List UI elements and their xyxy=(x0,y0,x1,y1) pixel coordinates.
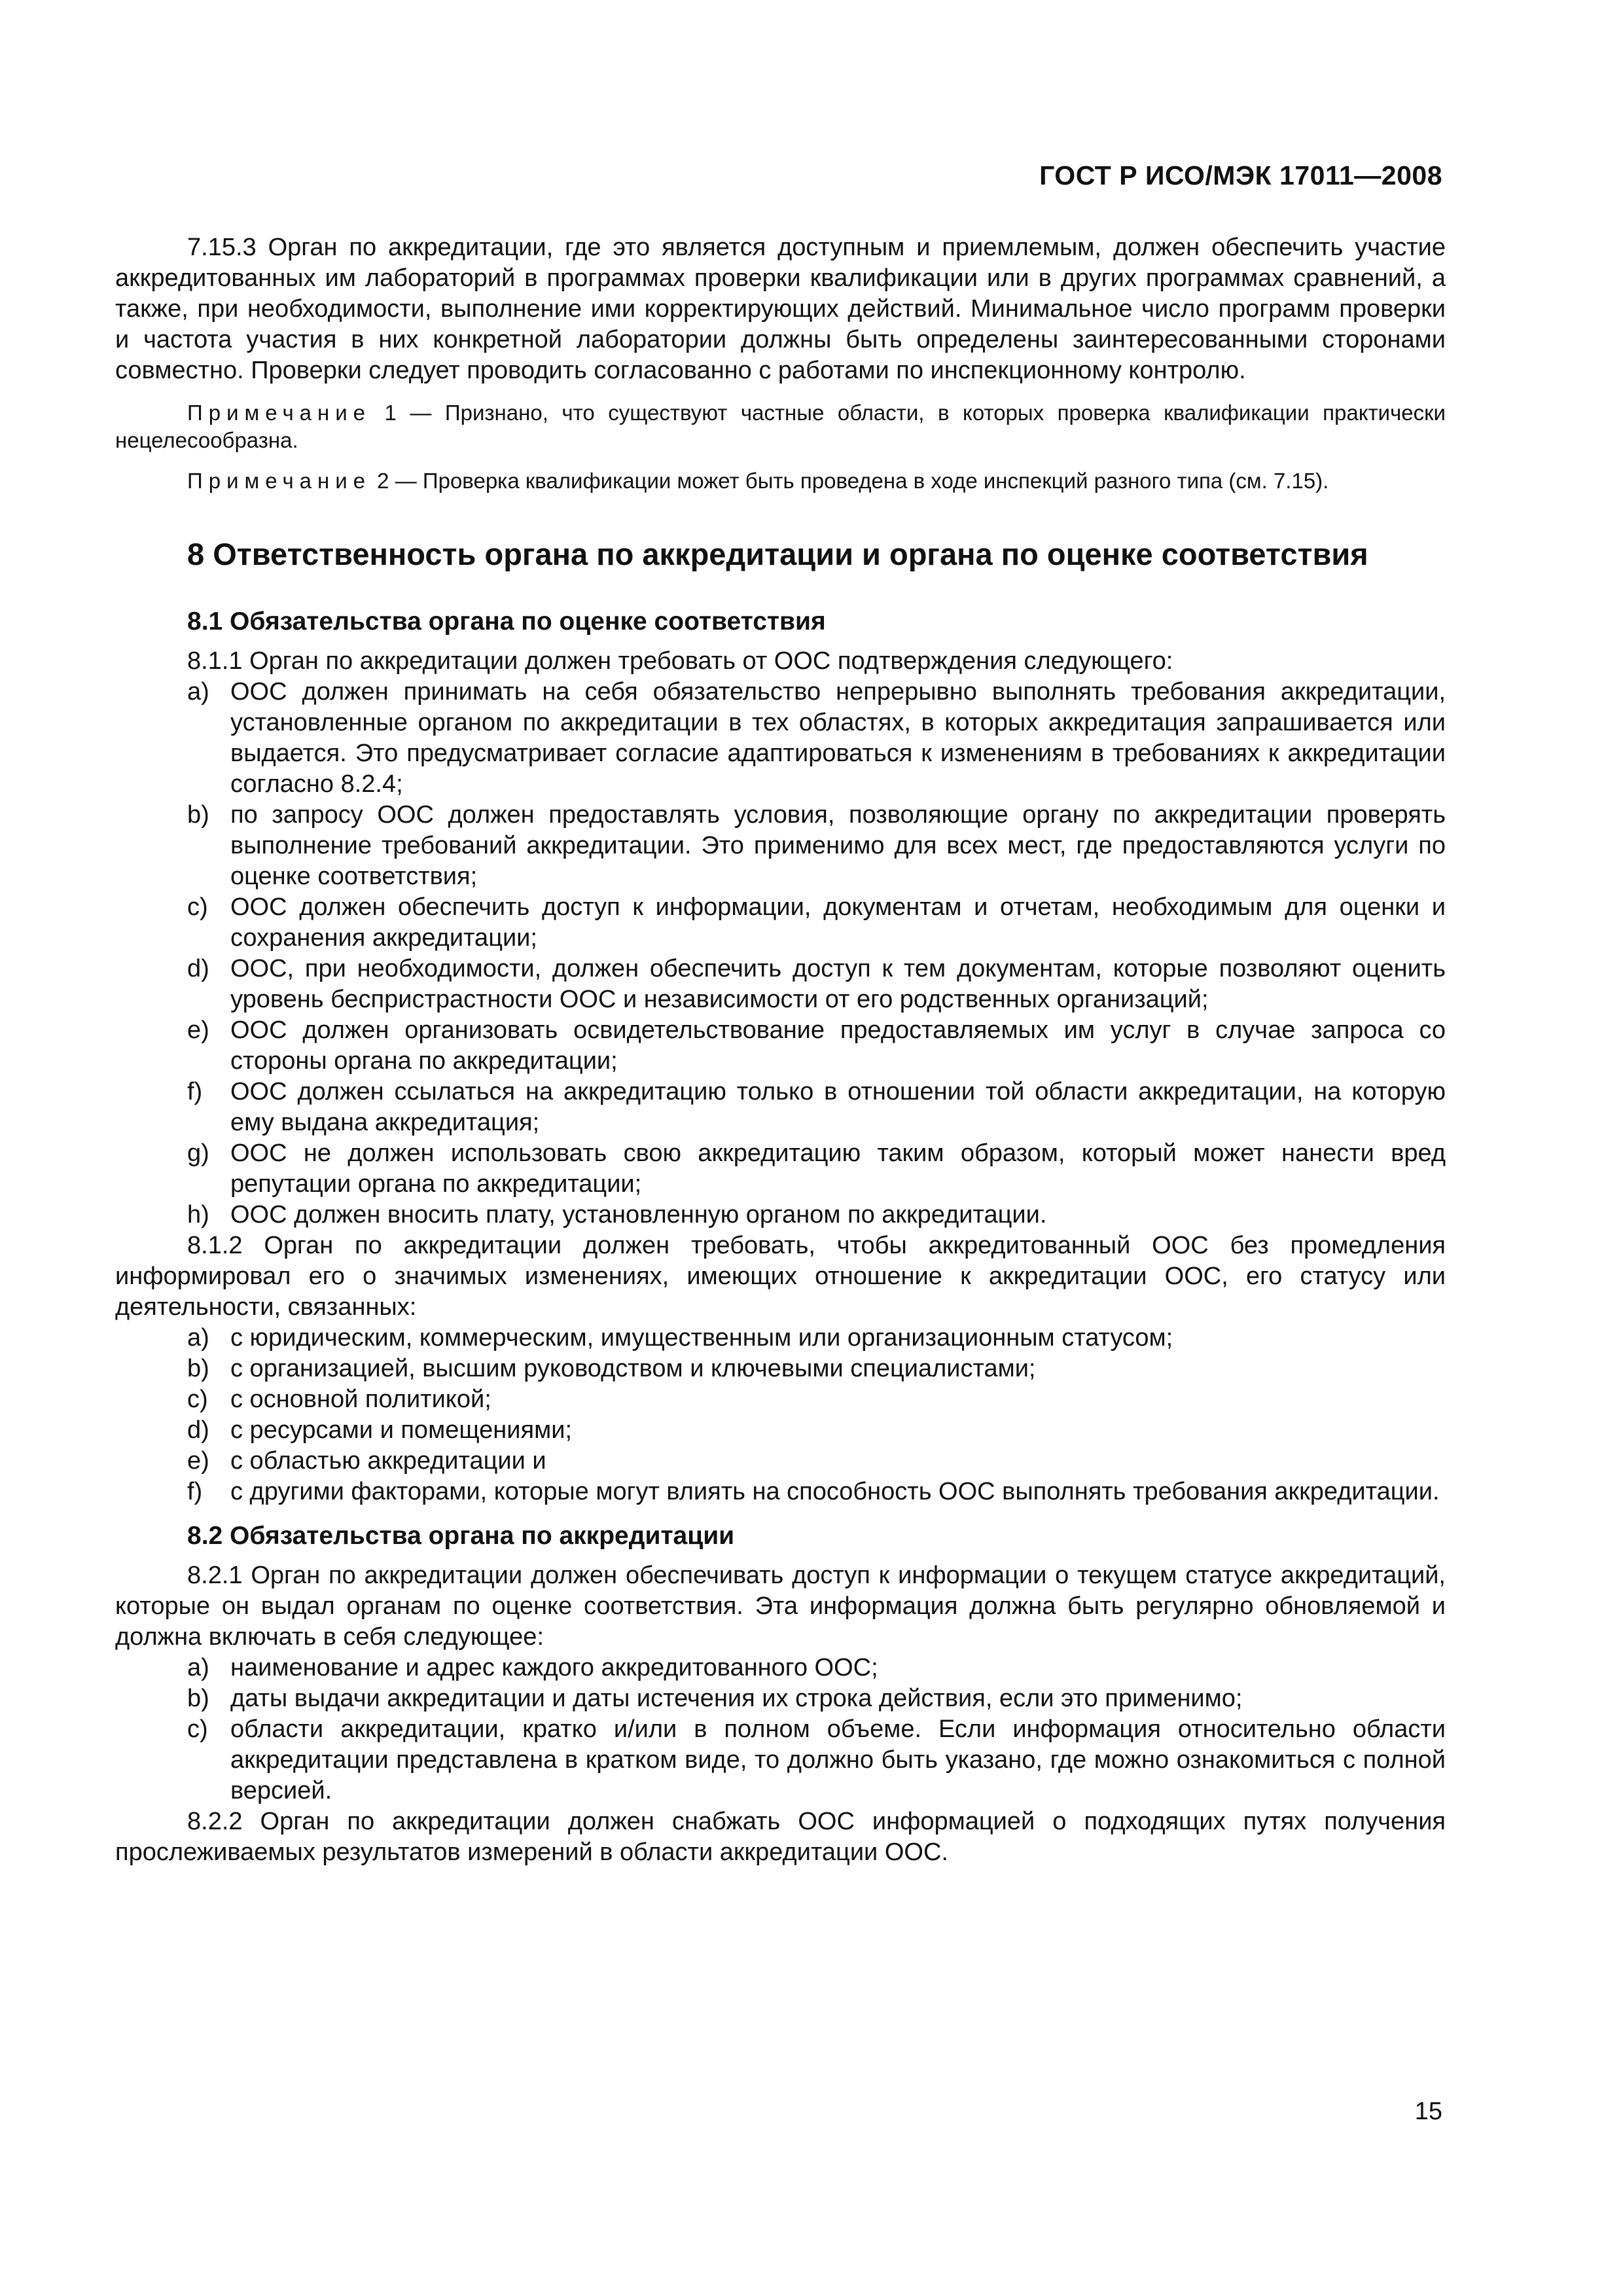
list-item: c) с основной политикой; xyxy=(187,1386,491,1413)
list-item: f) с другими факторами, которые могут влиять на способность ООС выполнять требования аккредитации. xyxy=(187,1478,1440,1505)
list-item: e) ООС должен организовать освидетельствование предоставляемых им услуг в случае запроса со стороны органа по аккредитации; xyxy=(187,1016,1446,1075)
list-item: b) с организацией, высшим руководством и ключевыми специалистами; xyxy=(187,1355,1036,1382)
note-label: Примечание xyxy=(187,401,372,425)
list-item: e) с областью аккредитации и xyxy=(187,1447,546,1475)
paragraph-7-15-3: 7.15.3 Орган по аккредитации, где это является доступным и приемлемым, должен обеспечить участие аккредитованных им лабораторий в программах проверки квалификации или в других программах сравнений, а также, при необходимости, выполнение ими корректирующих действий. Минимальное число программ проверки и частота участия в них конкретной лаборатории должны быть определены заинтересованными сторонами совместно. Проверки следует проводить согласованно с работами по инспекционному контролю. xyxy=(115,234,1446,384)
page-number: 15 xyxy=(1414,2098,1442,2125)
list-item: a) ООС должен принимать на себя обязательство непрерывно выполнять требования аккредитации, установленные органом по аккредитации в тех областях, в которых аккредитация запрашивается или выдается. Это предусматривает согласие адаптироваться к изменениям в требованиях к аккредитации согласно 8.2.4; xyxy=(187,678,1446,798)
list-item: a) наименование и адрес каждого аккредитованного ООС; xyxy=(187,1654,878,1681)
section-8-heading: 8 Ответственность органа по аккредитации и органа по оценке соответствия xyxy=(187,537,1368,571)
list-item: f) ООС должен ссылаться на аккредитацию только в отношении той области аккредитации, на которую ему выдана аккредитация; xyxy=(187,1078,1446,1136)
list-item: b) по запросу ООС должен предоставлять условия, позволяющие органу по аккредитации проверять выполнение требований аккредитации. Это применимо для всех мест, где предоставляются услуги по оценке соответствия; xyxy=(187,801,1446,890)
list-item: c) области аккредитации, кратко и/или в полном объеме. Если информация относительно области аккредитации представлена в кратком виде, то должно быть указано, где можно ознакомиться с полной версией. xyxy=(187,1715,1446,1804)
list-8-1-1 xyxy=(115,677,1446,1230)
page-content xyxy=(115,232,1446,1868)
paragraph-8-1-2: 8.1.2 Орган по аккредитации должен требовать, чтобы аккредитованный ООС без промедления информировал его о значимых изменениях, имеющих отношение к аккредитации ООС, его статусу или деятельности, связанных: xyxy=(115,1232,1446,1321)
note-text: 1 — Признано, что существуют частные области, в которых проверка квалификации практически нецелесообразна. xyxy=(115,401,1446,452)
paragraph-8-2-1: 8.2.1 Орган по аккредитации должен обеспечивать доступ к информации о текущем статусе аккредитаций, которые он выдал органам по оценке соответствия. Эта информация должна быть регулярно обновляемой и должна включать в себя следующее: xyxy=(115,1562,1446,1651)
note-text: 2 — Проверка квалификации может быть проведена в ходе инспекций разного типа (см. 7.15). xyxy=(371,469,1329,493)
list-8-2-1 xyxy=(115,1653,1446,1806)
list-item: d) с ресурсами и помещениями; xyxy=(187,1416,572,1444)
note-2 xyxy=(115,467,1446,495)
list-item: h) ООС должен вносить плату, установленную органом по аккредитации. xyxy=(187,1201,1047,1229)
standard-designation: ГОСТ Р ИСО/МЭК 17011—2008 xyxy=(1039,160,1442,190)
note-label: Примечание xyxy=(187,469,372,493)
section-8-2-heading: 8.2 Обязательства органа по аккредитации xyxy=(187,1522,735,1550)
list-item: g) ООС не должен использовать свою аккредитацию таким образом, который может нанести вред репутации органа по аккредитации; xyxy=(187,1139,1446,1198)
note-1 xyxy=(115,399,1446,454)
paragraph-8-2-2: 8.2.2 Орган по аккредитации должен снабжать ООС информацией о подходящих путях получения прослеживаемых результатов измерений в области аккредитации ООС. xyxy=(115,1808,1446,1866)
paragraph-8-1-1: 8.1.1 Орган по аккредитации должен требовать от ООС подтверждения следующего: xyxy=(187,647,1173,675)
list-8-1-2 xyxy=(115,1323,1446,1507)
list-item: a) с юридическим, коммерческим, имущественным или организационным статусом; xyxy=(187,1324,1173,1352)
list-item: c) ООС должен обеспечить доступ к информации, документам и отчетам, необходимым для оценки и сохранения аккредитации; xyxy=(187,893,1446,952)
section-8-1-heading: 8.1 Обязательства органа по оценке соответствия xyxy=(187,607,826,636)
list-item: b) даты выдачи аккредитации и даты истечения их строка действия, если это применимо; xyxy=(187,1685,1243,1712)
list-item: d) ООС, при необходимости, должен обеспечить доступ к тем документам, которые позволяют оценить уровень беспристрастности ООС и независимости от его родственных организаций; xyxy=(187,955,1446,1013)
